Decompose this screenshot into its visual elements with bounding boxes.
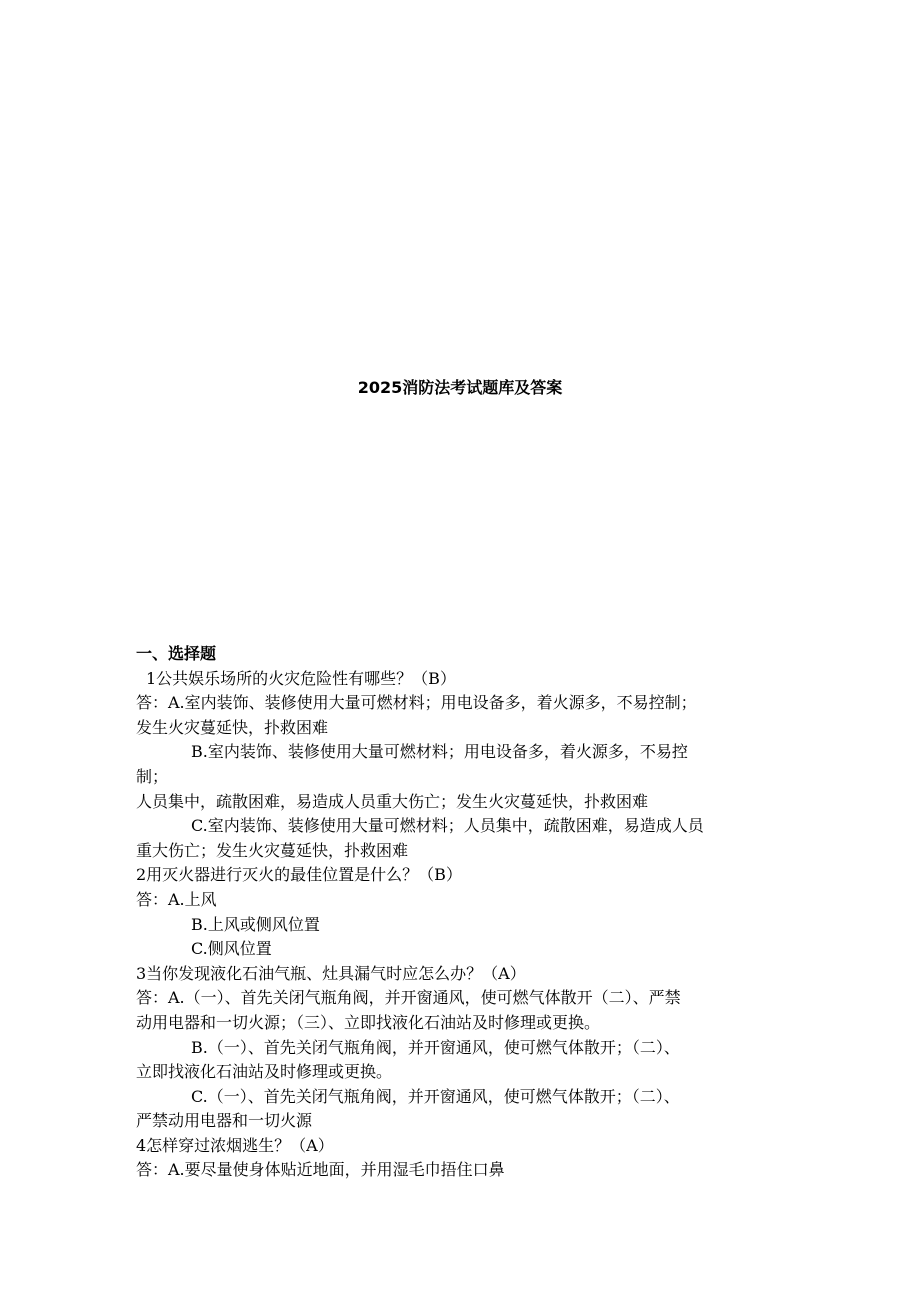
answer-3-option-c-cont: 严禁动用电器和一切火源 — [136, 1111, 313, 1131]
answer-1-option-c-cont: 重大伤亡；发生火灾蔓延快，扑救困难 — [136, 840, 409, 860]
answer-1-option-a-cont: 发生火灾蔓延快，扑救困难 — [136, 717, 329, 737]
answer-1-option-c: C.室内装饰、装修使用大量可燃材料；人员集中，疏散困难，易造成人员 — [191, 816, 704, 836]
question-1: 1公共娱乐场所的火灾危险性有哪些？（B） — [146, 668, 456, 688]
answer-1-option-b: B.室内装饰、装修使用大量可燃材料；用电设备多，着火源多，不易控 — [191, 742, 688, 762]
answer-1-option-b-cont: 人员集中，疏散困难，易造成人员重大伤亡；发生火灾蔓延快，扑救困难 — [136, 791, 649, 811]
question-2: 2用灭火器进行灭火的最佳位置是什么？（B） — [136, 865, 462, 885]
answer-2-option-b: B.上风或侧风位置 — [191, 914, 320, 934]
document-title: 2025消防法考试题库及答案 — [357, 378, 563, 397]
question-4: 4怎样穿过浓烟逃生？（A） — [136, 1135, 334, 1155]
answer-3-option-b: B.（一）、首先关闭气瓶角阀，并开窗通风，使可燃气体散开；（二）、 — [191, 1037, 680, 1057]
question-3: 3当你发现液化石油气瓶、灶具漏气时应怎么办？（A） — [136, 963, 526, 983]
answer-3-option-c: C.（一）、首先关闭气瓶角阀，并开窗通风，使可燃气体散开；（二）、 — [191, 1086, 680, 1106]
answer-1-option-a: 答：A.室内装饰、装修使用大量可燃材料；用电设备多，着火源多，不易控制； — [136, 693, 697, 713]
answer-3-option-a-cont: 动用电器和一切火源；（三）、立即找液化石油站及时修理或更换。 — [136, 1012, 601, 1032]
section-heading: 一、选择题 — [136, 644, 217, 663]
answer-2-option-a: 答：A.上风 — [136, 889, 217, 909]
answer-3-option-a: 答：A.（一）、首先关闭气瓶角阀，并开窗通风，使可燃气体散开（二）、严禁 — [136, 988, 681, 1008]
answer-2-option-c: C.侧风位置 — [191, 939, 272, 959]
document-body — [136, 642, 786, 1183]
answer-4-option-a: 答：A.要尽量使身体贴近地面，并用湿毛巾捂住口鼻 — [136, 1160, 505, 1180]
answer-3-option-b-cont: 立即找液化石油站及时修理或更换。 — [136, 1062, 393, 1082]
answer-1-option-b-cont: 制； — [136, 766, 169, 786]
